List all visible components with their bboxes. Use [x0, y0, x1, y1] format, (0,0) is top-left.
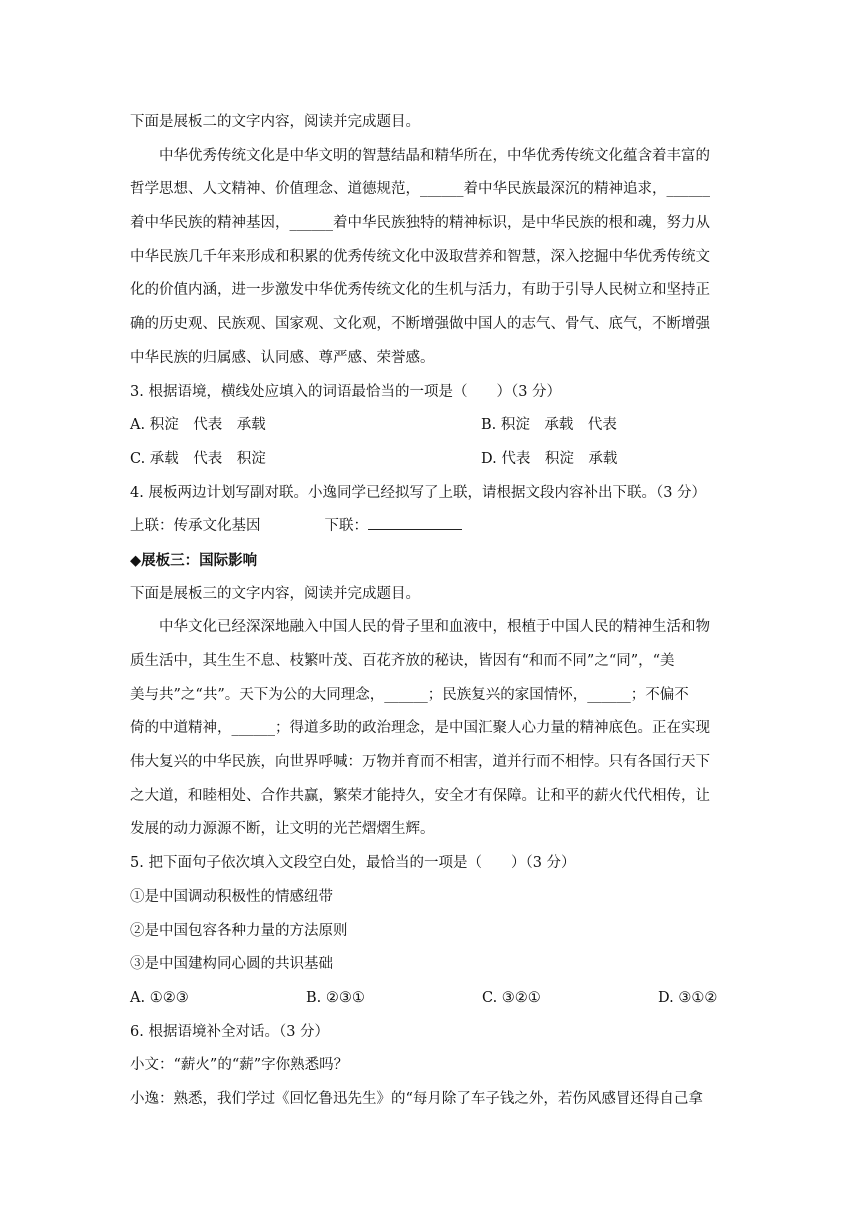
passage-line: 中华文化已经深深地融入中国人民的骨子里和血液中，根植于中国人民的精神生活和物: [159, 619, 710, 636]
question-6-stem: 6. 根据语境补全对话。（3 分）: [130, 1023, 330, 1040]
question-5-options: [130, 982, 732, 1016]
dialog-line-xiaowen: 小文：“薪火”的“薪”字你熟悉吗？: [130, 1057, 349, 1074]
sentence-2: ②是中国包容各种力量的方法原则: [130, 922, 348, 939]
option-d: D. 代表 积淀 承载: [481, 450, 618, 467]
passage-line: 哲学思想、人文精神、价值理念、道德规范，______着中华民族最深沉的精神追求，______: [130, 181, 710, 198]
panel2-intro: 下面是展板二的文字内容，阅读并完成题目。: [130, 114, 420, 130]
question-3-options-row-2: [130, 443, 732, 477]
option-a: A. 积淀 代表 承载: [130, 417, 266, 434]
panel3-passage: [130, 611, 732, 847]
question-5-stem: 5. 把下面句子依次填入文段空白处，最恰当的一项是（ ）（3 分）: [130, 855, 576, 872]
upper-couplet: 上联：传承文化基因: [130, 518, 261, 535]
lower-couplet-blank[interactable]: [368, 514, 462, 530]
sentence-3: ③是中国建构同心圆的共识基础: [130, 956, 333, 973]
lower-couplet-label: 下联：: [324, 518, 368, 535]
couplet-row: [130, 510, 732, 544]
passage-line: 确的历史观、民族观、国家观、文化观，不断增强做中国人的志气、骨气、底气，不断增强: [130, 316, 710, 333]
option-b: B. 积淀 承载 代表: [481, 417, 617, 434]
question-3-options-row-1: [130, 409, 732, 443]
option-c: C. 承载 代表 积淀: [130, 450, 266, 467]
passage-line: 发展的动力源源不断，让文明的光芒熠熠生辉。: [130, 821, 435, 838]
option-a: A. ①②③: [130, 989, 189, 1006]
panel2-passage: [130, 140, 732, 376]
passage-line: 中华民族的归属感、认同感、尊严感、荣誉感。: [130, 349, 435, 366]
passage-line: 美与共”之“共”。天下为公的大同理念，______；民族复兴的家国情怀，______；不偏不: [130, 686, 689, 703]
passage-line: 伟大复兴的中华民族，向世界呼喊：万物并育而不相害，道并行而不相悖。只有各国行天下: [130, 754, 710, 771]
passage-line: 着中华民族的精神基因，______着中华民族独特的精神标识，是中华民族的根和魂，努力从: [130, 215, 710, 232]
document-page: [130, 106, 732, 1117]
passage-line: 质生活中，其生生不息、枝繁叶茂、百花齐放的秘诀，皆因有“和而不同”之“同”，“美: [130, 653, 675, 669]
passage-line: 之大道，和睦相处、合作共赢，繁荣才能持久，安全才有保障。让和平的薪火代代相传，让: [130, 787, 710, 804]
question-3-stem: 3. 根据语境，横线处应填入的词语最恰当的一项是（ ）（3 分）: [130, 383, 562, 400]
sentence-1: ①是中国调动积极性的情感纽带: [130, 888, 333, 905]
question-4-stem: 4. 展板两边计划写副对联。小逸同学已经拟写了上联，请根据文段内容补出下联。（3 分）: [130, 484, 707, 501]
panel3-title: ◆展板三：国际影响: [130, 551, 258, 569]
dialog-line-xiaoyi: 小逸：熟悉，我们学过《回忆鲁迅先生》的“每月除了车子钱之外，若伤风感冒还得自己拿: [130, 1090, 703, 1107]
passage-line: 中华优秀传统文化是中华文明的智慧结晶和精华所在，中华优秀传统文化蕴含着丰富的: [159, 147, 710, 164]
option-c: C. ③②①: [482, 989, 541, 1006]
passage-line: 中华民族几千年来形成和积累的优秀传统文化中汲取营养和智慧，深入挖掘中华优秀传统文: [130, 248, 710, 265]
passage-line: 化的价值内涵，进一步激发中华优秀传统文化的生机与活力，有助于引导人民树立和坚持正: [130, 282, 710, 299]
option-d: D. ③①②: [658, 989, 718, 1006]
panel3-intro: 下面是展板三的文字内容，阅读并完成题目。: [130, 585, 420, 602]
option-b: B. ②③①: [306, 989, 365, 1006]
passage-line: 倚的中道精神，______；得道多助的政治理念，是中国汇聚人心力量的精神底色。正在实现: [130, 720, 710, 737]
